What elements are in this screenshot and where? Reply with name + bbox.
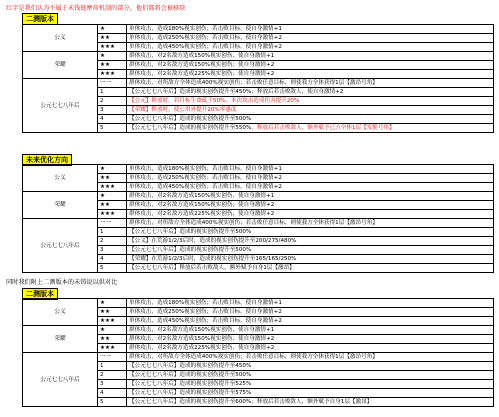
table-row bbox=[23, 25, 494, 34]
skill-description: 群体攻击，对2名敌方造成150%视实创伤，使自身激情+1 bbox=[127, 326, 494, 335]
skill-description: 【公元七七八年后】造成的视实创伤提升至450%；释放后若击败敌人，使自身激情+2 bbox=[127, 88, 494, 97]
skill-level: 一一 bbox=[98, 79, 127, 88]
skill-description: 单体攻击，造成250%视实创伤；若击败目标，使自身激情+2 bbox=[127, 174, 494, 183]
skill-description: 单体攻击，造成450%视实创伤；若击败目标，使自身激情+2 bbox=[127, 183, 494, 192]
skill-level: 4 bbox=[98, 255, 127, 264]
skill-description: 群体攻击，对2名敌方造成150%视实创伤，使自身激情+1 bbox=[127, 52, 494, 61]
skill-description: 【公义】在荒游1/2/3后时，造成的视实创伤提升至200/275/480% bbox=[127, 237, 494, 246]
skill-level: ★★★ bbox=[98, 317, 127, 326]
skill-level: 2 bbox=[98, 237, 127, 246]
skill-description: 【公元七七八年后】造成的视实创伤提升至575% bbox=[127, 389, 494, 398]
skill-level: ★ bbox=[98, 192, 127, 201]
skill-description: 单体攻击，造成450%视实创伤；若击败目标，使自身激情+2 bbox=[127, 317, 494, 326]
skill-description: 群体攻击，对2名敌方造成150%视实创伤；使自身激情+2 bbox=[127, 61, 494, 70]
skill-level: ★★★ bbox=[98, 210, 127, 219]
skill-description: 单体攻击，造成180%视实创伤；若击败目标，使自身激情+1 bbox=[127, 299, 494, 308]
skill-level: 一一 bbox=[98, 353, 127, 362]
skill-description: 群体攻击，对所敌方全体造成400%视实创伤；若击败任意目标，则使我方全体获得1层【激昂号角】 bbox=[127, 353, 494, 362]
skill-level: ★ bbox=[98, 25, 127, 34]
table-row bbox=[23, 353, 494, 362]
skill-level: 5 bbox=[98, 264, 127, 273]
skill-description: 单体攻击，造成180%视实创伤；若击败目标，使自身激情+1 bbox=[127, 25, 494, 34]
skill-level: 3 bbox=[98, 106, 127, 115]
note-compare: 同时我们附上二测版本的未铸说以供对比 bbox=[6, 279, 118, 286]
table-row bbox=[23, 79, 494, 88]
skill-level: ★★ bbox=[98, 308, 127, 317]
skill-level: 4 bbox=[98, 389, 127, 398]
skill-description: 群体攻击，对所敌方全体造成400%视实创伤；若击败任意目标，则使我方全体获得1层【激昂号角】 bbox=[127, 79, 494, 88]
table-row bbox=[23, 192, 494, 201]
skill-level: ★★★ bbox=[98, 70, 127, 79]
skill-description: 单体攻击，造成180%视实创伤；若击败目标，使自身激情+1 bbox=[127, 165, 494, 174]
skill-description: 群体攻击，对2名敌方造成150%视实创伤，使自身激情+1 bbox=[127, 192, 494, 201]
skill-name: 荣耀 bbox=[23, 192, 98, 219]
skill-description: 群体攻击，对2名敌方造成225%视实创伤；使自身激情+2 bbox=[127, 70, 494, 79]
skill-description: 【公元七七八年后】造成的视实创伤提升至500% bbox=[127, 246, 494, 255]
skill-level: ★★ bbox=[98, 34, 127, 43]
skill-description: 【荣耀】释放时，使公用外提升20%零惠度 bbox=[127, 106, 494, 115]
skill-description: 【公元七七八年后】造成的视实创伤提升至550%，释放后若击败敌人，额外赋予已方全体1层【发脆号角】 bbox=[127, 124, 494, 133]
skill-description: 群体攻击，对2名敌方造成225%视实创伤，使自身激情+2 bbox=[127, 210, 494, 219]
skill-description: 单体攻击，造成250%视实创伤；若击败目标，使自身激情+2 bbox=[127, 308, 494, 317]
skill-name: 公元七七八年后 bbox=[23, 353, 98, 407]
skill-level: ★★★ bbox=[98, 183, 127, 192]
skill-level: 3 bbox=[98, 246, 127, 255]
skill-table-2 bbox=[22, 164, 494, 273]
skill-level: 5 bbox=[98, 398, 127, 407]
skill-level: ★★ bbox=[98, 201, 127, 210]
skill-description: 【公元七七八年后】造成的视实创伤提升至500% bbox=[127, 228, 494, 237]
table-row bbox=[23, 219, 494, 228]
table-row bbox=[23, 165, 494, 174]
skill-level: 5 bbox=[98, 124, 127, 133]
skill-level: 一一 bbox=[98, 219, 127, 228]
skill-level: ★★★ bbox=[98, 43, 127, 52]
skill-level: 2 bbox=[98, 97, 127, 106]
skill-level: 1 bbox=[98, 362, 127, 371]
skill-name: 公元七七八年后 bbox=[23, 219, 98, 273]
skill-name: 公元七七八年后 bbox=[23, 79, 98, 133]
skill-description: 【公元七七八年后】造成的视实创伤提升至600%；释放后若击败敌人，额外赋予自身1层【激昂】 bbox=[127, 398, 494, 407]
table-row bbox=[23, 326, 494, 335]
skill-description: 【公元七七八年后】造成的视实创伤提升至450% bbox=[127, 362, 494, 371]
skill-description: 【公元七七八年后】造成的视实创伤提升至500% bbox=[127, 115, 494, 124]
skill-name: 公义 bbox=[23, 25, 98, 52]
section-title-2: 未来优化方向 bbox=[22, 154, 72, 166]
skill-name: 公义 bbox=[23, 299, 98, 326]
skill-level: 3 bbox=[98, 380, 127, 389]
skill-description: 【公元七七八年后】造成的视实创伤提升至525% bbox=[127, 380, 494, 389]
skill-description: 单体攻击，造成450%视实创伤；若击败目标，使自身激情+2 bbox=[127, 43, 494, 52]
skill-level: 2 bbox=[98, 371, 127, 380]
skill-level: ★★ bbox=[98, 335, 127, 344]
skill-description: 【公元】释放时，若目标生命低于50%，本次攻击造成伤害提升20% bbox=[127, 97, 494, 106]
skill-description: 群体攻击，对所敌方全体造成400%视实创伤；若击败任意目标，则使我方全体获得1层【激昂号角】 bbox=[127, 219, 494, 228]
skill-level: ★★ bbox=[98, 174, 127, 183]
note-top: 红字是我们认为不属于未钱链摩荷机制的部分，他们都将会被移除 bbox=[6, 5, 186, 12]
table-row bbox=[23, 52, 494, 61]
skill-description: 【公元七七八年后】造成的视实创伤提升至500% bbox=[127, 371, 494, 380]
skill-description: 【公元七七八年后】释放后若击败敌人，额外赋予自身1层【激昂】 bbox=[127, 264, 494, 273]
table-row bbox=[23, 299, 494, 308]
section-title-3: 二测版本 bbox=[22, 288, 58, 300]
skill-name: 荣耀 bbox=[23, 326, 98, 353]
skill-name: 公义 bbox=[23, 165, 98, 192]
skill-level: ★★★ bbox=[98, 344, 127, 353]
skill-table-1 bbox=[22, 24, 494, 133]
skill-description: 群体攻击，对2名敌方造成150%视实创伤；使自身激情+2 bbox=[127, 335, 494, 344]
skill-level: ★ bbox=[98, 299, 127, 308]
skill-name: 荣耀 bbox=[23, 52, 98, 79]
skill-level: 1 bbox=[98, 88, 127, 97]
skill-level: ★ bbox=[98, 52, 127, 61]
section-title-1: 二测版本 bbox=[22, 13, 58, 25]
skill-level: ★ bbox=[98, 165, 127, 174]
skill-level: 4 bbox=[98, 115, 127, 124]
skill-level: ★ bbox=[98, 326, 127, 335]
skill-level: ★★ bbox=[98, 61, 127, 70]
skill-description: 【荣耀】在荒游1/2/3后时，造成的视实创伤提升至165/165/250% bbox=[127, 255, 494, 264]
skill-description: 群体攻击，对2名敌方造成225%视实创伤，使自身激情+2 bbox=[127, 344, 494, 353]
skill-table-3 bbox=[22, 298, 494, 407]
skill-description: 群体攻击，对2名敌方造成150%视实创伤；使自身激情+2 bbox=[127, 201, 494, 210]
skill-level: 1 bbox=[98, 228, 127, 237]
skill-description: 单体攻击，造成250%视实创伤；若击败目标，使自身激情+2 bbox=[127, 34, 494, 43]
